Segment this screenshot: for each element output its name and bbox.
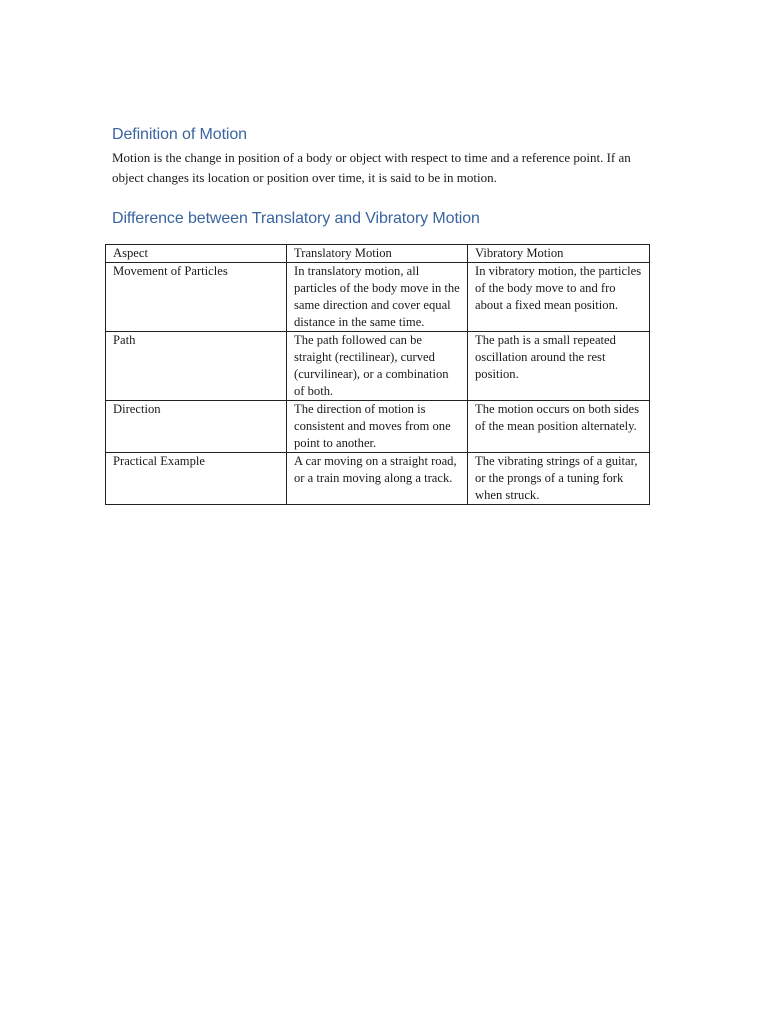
table-cell: Path: [106, 332, 287, 401]
table-cell: The motion occurs on both sides of the mean position alternately.: [468, 401, 650, 453]
table-cell: Practical Example: [106, 453, 287, 505]
table-cell: The direction of motion is consistent and moves from one point to another.: [287, 401, 468, 453]
header-cell-vibratory: Vibratory Motion: [468, 245, 650, 263]
table-row: [106, 453, 650, 505]
section-heading-definition: Definition of Motion: [112, 126, 247, 143]
table-header-row: [106, 245, 650, 263]
table-cell: Movement of Particles: [106, 263, 287, 332]
definition-paragraph: Motion is the change in position of a body or object with respect to time and a reference point. If an object changes its location or position over time, it is said to be in motion.: [112, 150, 631, 185]
table-cell: The path is a small repeated oscillation around the rest position.: [468, 332, 650, 401]
table-cell: The vibrating strings of a guitar, or the prongs of a tuning fork when struck.: [468, 453, 650, 505]
table-row: [106, 263, 650, 332]
table-cell: In vibratory motion, the particles of the body move to and fro about a fixed mean position.: [468, 263, 650, 332]
table-row: [106, 332, 650, 401]
document-page: [112, 122, 652, 228]
comparison-table: [105, 244, 650, 505]
table-row: [106, 401, 650, 453]
header-cell-translatory: Translatory Motion: [287, 245, 468, 263]
header-cell-aspect: Aspect: [106, 245, 287, 263]
table-cell: In translatory motion, all particles of the body move in the same direction and cover equal distance in the same time.: [287, 263, 468, 332]
table-cell: The path followed can be straight (rectilinear), curved (curvilinear), or a combination of both.: [287, 332, 468, 401]
section-heading-difference: Difference between Translatory and Vibratory Motion: [112, 210, 480, 227]
table-cell: Direction: [106, 401, 287, 453]
table-cell: A car moving on a straight road, or a train moving along a track.: [287, 453, 468, 505]
